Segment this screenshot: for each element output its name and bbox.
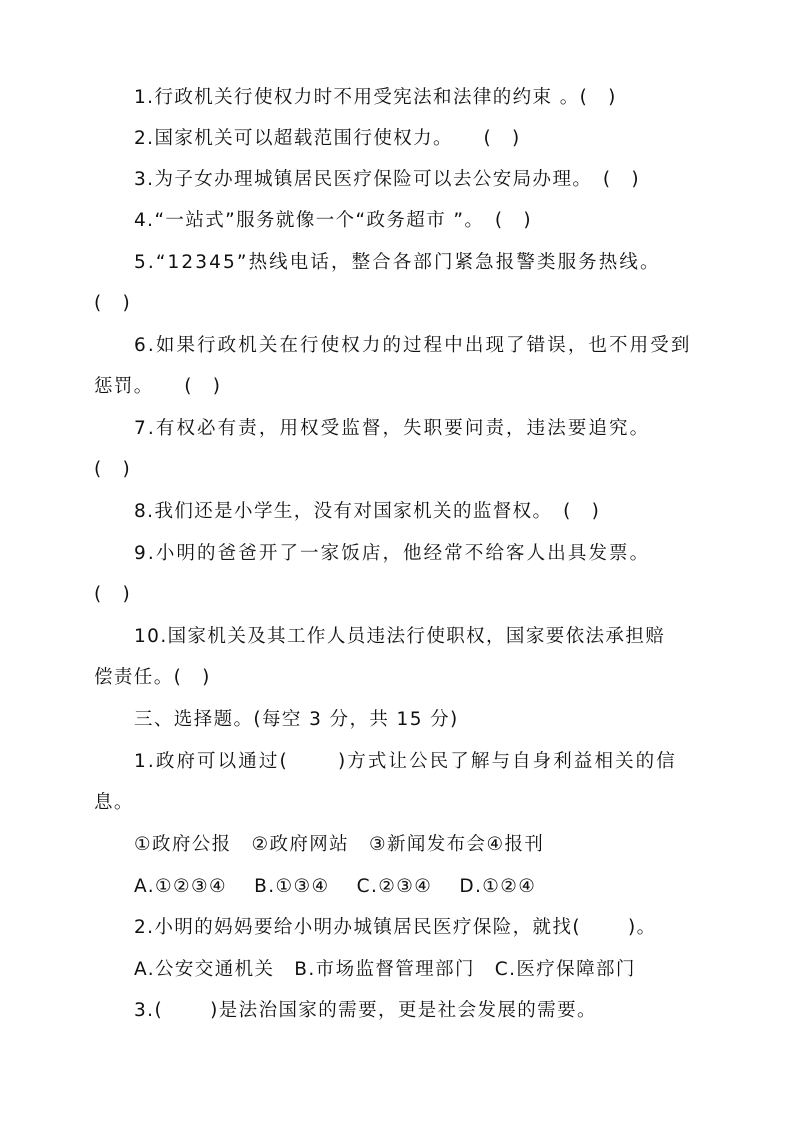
judgement-item-9: 9.小明的爸爸开了一家饭店，他经常不给客人出具发票。 [134,543,651,564]
choice-q3-stem: 3.( )是法治国家的需要，更是社会发展的需要。 [134,1000,597,1021]
judgement-item-5-answer: ( ) [94,293,132,314]
judgement-item-7: 7.有权必有责，用权受监督，失职要问责，违法要追究。 [134,418,651,439]
judgement-item-6-cont: 惩罚。 ( ) [94,376,222,397]
judgement-item-3: 3.为子女办理城镇居民医疗保险可以去公安局办理。 ( ) [134,169,641,190]
judgement-item-10: 10.国家机关及其工作人员违法行使职权，国家要依法承担赔 [134,626,666,647]
choice-q1-stem: 1.政府可以通过( )方式让公民了解与自身利益相关的信 [134,751,677,772]
judgement-item-1: 1.行政机关行使权力时不用受宪法和法律的约束 。( ) [134,87,617,108]
judgement-item-4: 4.“一站式”服务就像一个“政务超市 ”。 ( ) [134,210,533,231]
judgement-item-5: 5.“12345”热线电话，整合各部门紧急报警类服务热线。 [134,252,661,273]
choice-q1-options: A.①②③④ B.①③④ C.②③④ D.①②④ [134,876,537,897]
judgement-item-6: 6.如果行政机关在行使权力的过程中出现了错误，也不用受到 [134,335,692,356]
section-heading: 三、选择题。(每空 3 分，共 15 分) [134,709,459,730]
choice-q1-items: ①政府公报 ②政府网站 ③新闻发布会④报刊 [134,834,545,855]
choice-q1-stem-cont: 息。 [94,792,134,813]
judgement-item-9-answer: ( ) [94,584,132,605]
choice-q2-stem: 2.小明的妈妈要给小明办城镇居民医疗保险，就找( )。 [134,917,657,938]
judgement-item-2: 2.国家机关可以超载范围行使权力。 ( ) [134,128,521,149]
judgement-item-8: 8.我们还是小学生，没有对国家机关的监督权。 ( ) [134,501,601,522]
choice-q2-options: A.公安交通机关 B.市场监督管理部门 C.医疗保障部门 [134,959,636,980]
judgement-item-7-answer: ( ) [94,459,132,480]
judgement-item-10-cont: 偿责任。( ) [94,667,211,688]
